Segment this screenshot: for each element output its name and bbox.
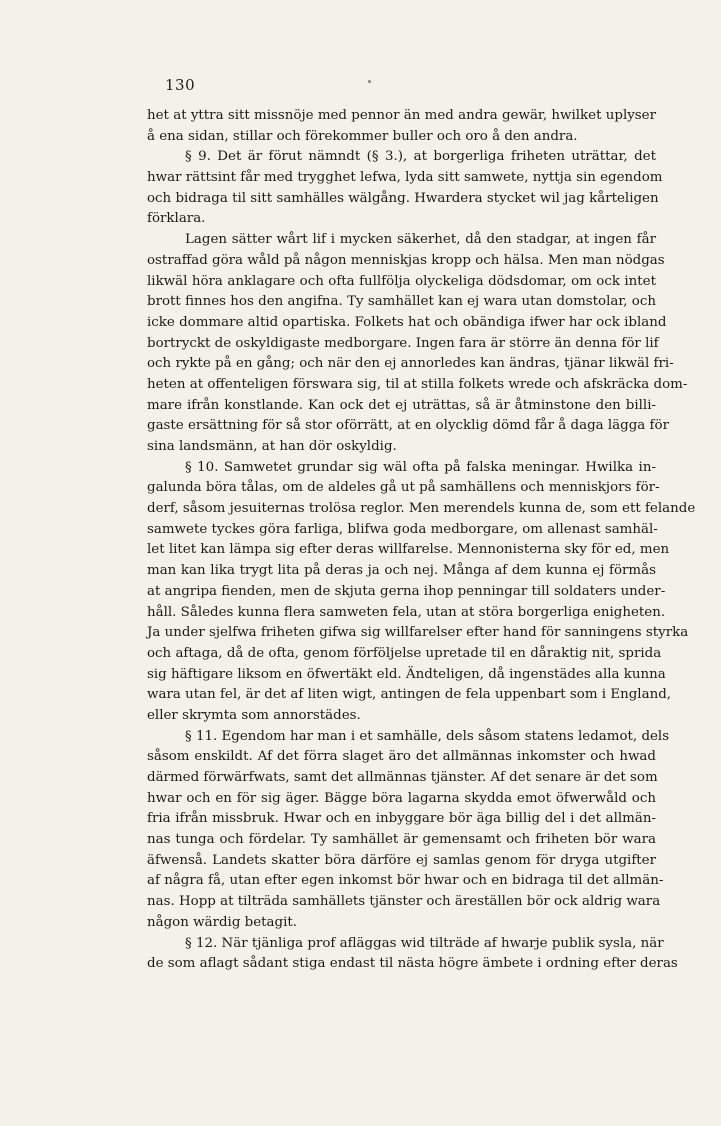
text-line: eller skrymta som annorstädes.	[147, 707, 361, 723]
text-line: bortryckt de oskyldigaste medborgare. Ingen fara är större än denna för lif	[147, 335, 659, 351]
text-line: let litet kan lämpa sig efter deras willfarelse. Mennonisterna sky för ed, men	[147, 542, 670, 558]
text-line: och bidraga til sitt samhälles wälgång. Hwardera stycket wil jag kårteligen	[147, 190, 659, 206]
text-line: nas. Hopp at tilträda samhällets tjänster och äreställen bör ock aldrig wara	[147, 894, 661, 910]
text-line: § 12. När tjänliga prof afläggas wid tilträde af hwarje publik sysla, när	[185, 935, 664, 951]
text-line: het at yttra sitt missnöje med pennor än med andra gewär, hwilket uplyser	[147, 108, 656, 123]
text-line: derf, såsom jesuiternas trolösa reglor. Men merendels kunna de, som ett felande	[147, 501, 696, 517]
text-line: galunda böra tålas, om de aldeles gå ut på samhällens och menniskjors för-	[147, 480, 660, 496]
text-line: icke dommare altid opartiska. Folkets hat och obändiga ifwer har ock ibland	[147, 314, 667, 330]
text-line: och aftaga, då de ofta, genom förföljelse upretade til en dåraktig nit, sprida	[147, 645, 662, 661]
text-line: Lagen sätter wårt lif i mycken säkerhet, då den stadgar, at ingen får	[185, 232, 656, 248]
text-line: någon wärdig betagit.	[147, 914, 298, 930]
text-line: de som aflagt sådant stiga endast til nästa högre ämbete i ordning efter deras	[147, 956, 678, 972]
text-line: äfwenså. Landets skatter böra därföre ej samlas genom för dryga utgifter	[147, 852, 656, 868]
text-line: § 10. Samwetet grundar sig wäl ofta på falska meningar. Hwilka in-	[185, 459, 656, 475]
text-line: ostraffad göra wåld på någon menniskjas kropp och hälsa. Men man nödgas	[147, 252, 665, 268]
text-line: sig häftigare liksom en öfwertäkt eld. Ändteligen, då ingenstädes alla kunna	[147, 666, 666, 682]
text-line: sina landsmänn, at han dör oskyldig.	[147, 439, 397, 454]
text-line: därmed förwärfwats, samt det allmännas tjänster. Af det senare är det som	[147, 770, 658, 785]
text-line: af några få, utan efter egen inkomst bör hwar och en bidraga til det allmän-	[147, 873, 664, 889]
ink-speck	[368, 80, 371, 83]
text-line: samwete tyckes göra farliga, blifwa goda medborgare, om allenast samhäl-	[147, 521, 658, 537]
text-line: håll. Således kunna flera samweten fela, utan at störa borgerliga enigheten.	[147, 604, 666, 620]
text-line: å ena sidan, stillar och förekommer buller och oro å den andra.	[147, 128, 578, 144]
text-line: nas tunga och fördelar. Ty samhället är gemensamt och friheten bör wara	[147, 832, 656, 848]
text-line: fria ifrån missbruk. Hwar och en inbyggare bör äga billig del i det allmän-	[147, 811, 656, 827]
text-line: mare ifrån konstlande. Kan ock det ej uträttas, så är åtminstone den billi-	[147, 397, 656, 413]
text-line: § 11. Egendom har man i et samhälle, dels såsom statens ledamot, dels	[185, 728, 670, 744]
text-line: § 9. Det är förut nämndt (§ 3.), at borgerliga friheten uträttar, det	[185, 149, 656, 165]
text-line: förklara.	[147, 211, 206, 227]
text-line: och rykte på en gång; och när den ej annorledes kan ändras, tjänar likwäl fri-	[147, 356, 674, 372]
text-line: likwäl höra anklagare och ofta fullfölja olyckeliga dödsdomar, om ock intet	[147, 273, 656, 289]
text-line: gaste ersättning för så stor oförrätt, at en olycklig dömd får å daga lägga för	[147, 418, 669, 434]
page-number: 130	[165, 76, 196, 94]
text-line: brott finnes hos den angifna. Ty samhället kan ej wara utan domstolar, och	[147, 294, 656, 310]
text-line: hwar rättsint får med trygghet lefwa, lyda sitt samwete, nyttja sin egendom	[147, 170, 663, 186]
text-line: wara utan fel, är det af liten wigt, antingen de fela uppenbart som i England,	[147, 687, 672, 703]
text-line: man kan lika trygt lita på deras ja och nej. Många af dem kunna ej förmås	[147, 563, 656, 579]
text-line: hwar och en för sig äger. Bägge böra lagarna skydda emot öfwerwåld och	[147, 790, 656, 806]
body-text	[147, 106, 696, 975]
text-line: heten at offenteligen förswara sig, til at stilla folkets wrede och afskräcka dom-	[147, 376, 688, 392]
text-line: såsom enskildt. Af det förra slaget äro det allmännas inkomster och hwad	[147, 749, 656, 765]
text-line: at angripa fienden, men de skjuta gerna ihop penningar till soldaters under-	[147, 583, 666, 599]
text-line: Ja under sjelfwa friheten gifwa sig willfarelser efter hand för sanningens styrka	[147, 625, 689, 641]
